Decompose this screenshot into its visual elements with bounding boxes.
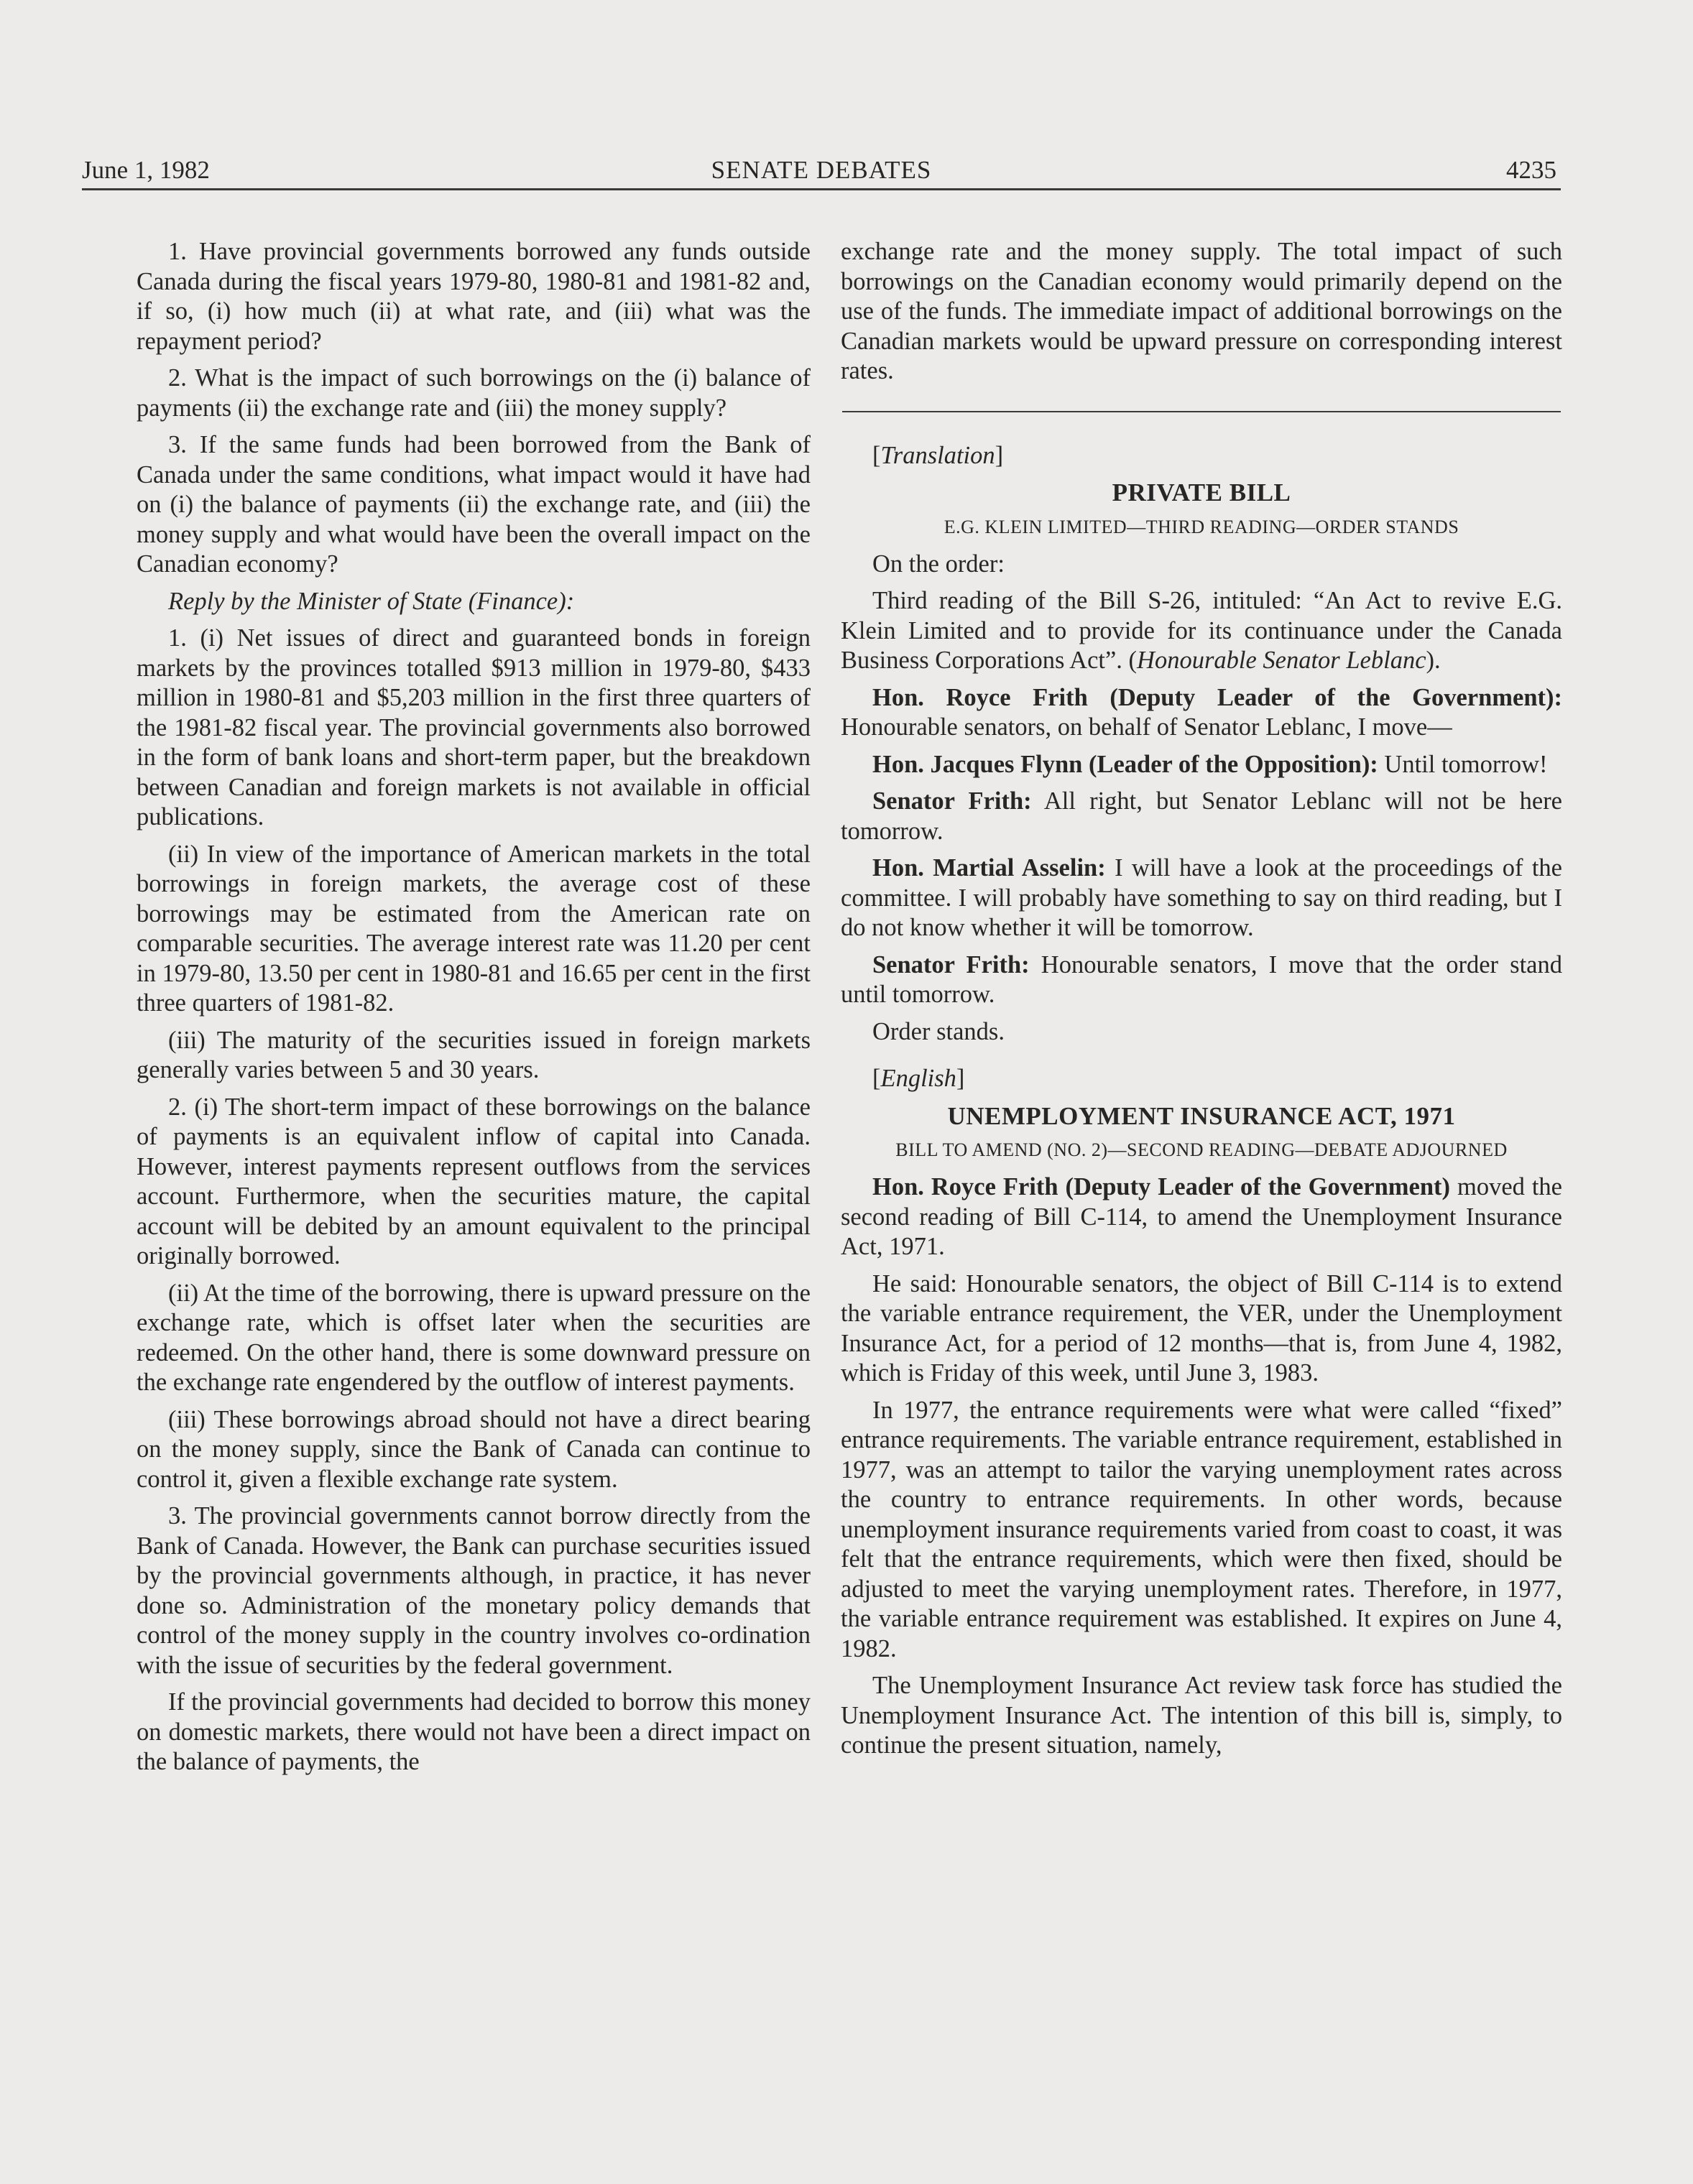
- order-stands: Order stands.: [872, 1017, 1005, 1045]
- answer-2-ii: (ii) At the time of the borrowing, there is upward pressure on the exchange rate, which is offset later when the securities are redeemed. On the other hand, there is some downward pressure on the exchange rate engendered by the outflow of interest payments.: [137, 1279, 811, 1396]
- answer-continuation: exchange rate and the money supply. The total impact of such borrowings on the Canadian economy would primarily depend on the use of the funds. The immediate impact of additional borrowings on the Canadian markets would be upward pressure on corresponding interest rates.: [841, 238, 1562, 384]
- speaker-name: Hon. Royce Frith (Deputy Leader of the Government):: [872, 683, 1562, 711]
- right-column: [841, 237, 1562, 1768]
- answer-3: 3. The provincial governments cannot borrow directly from the Bank of Canada. However, the Bank can purchase securities issued by the provincial governments although, in practice, it has never done so. Administration of the monetary policy demands that control of the money supply in the country involves co-ordination with the issue of securities by the federal government.: [137, 1502, 811, 1679]
- header-title: SENATE DEBATES: [711, 156, 932, 184]
- header-date: June 1, 1982: [82, 156, 210, 184]
- page-header: [82, 152, 1561, 190]
- speech-frith-2: Senator Frith: All right, but Senator Leblanc will not be here tomorrow.: [841, 787, 1562, 845]
- in-1977-paragraph: In 1977, the entrance requirements were what were called “fixed” entrance requirements. The variable entrance requirement, established in 1977, was an attempt to tailor the varying unemployment rates across the country to entrance requirements. In other words, because unemployment insurance requirements varied from coast to coast, it was felt that the entrance requirements, which were then fixed, should be adjusted to meet the varying unemployment rates. Therefore, in 1977, the variable entrance requirement was established. It expires on June 4, 1982.: [841, 1396, 1562, 1662]
- section-divider: [842, 411, 1561, 412]
- third-reading-paragraph: Third reading of the Bill S-26, intituled: “An Act to revive E.G. Klein Limited and to provide for its continuance under the Canada Business Corporations Act”. (Honourable Senator Leblanc).: [841, 587, 1562, 674]
- speaker-name: Hon. Jacques Flynn (Leader of the Opposition):: [872, 750, 1378, 778]
- ui-act-heading: UNEMPLOYMENT INSURANCE ACT, 1971: [947, 1101, 1456, 1130]
- question-3: 3. If the same funds had been borrowed from the Bank of Canada under the same conditions, what impact would it have had on (i) the balance of payments (ii) the exchange rate, and (iii) the money supply and what would have been the overall impact on the Canadian economy?: [137, 431, 811, 578]
- task-force-paragraph: The Unemployment Insurance Act review task force has studied the Unemployment Insurance Act. The intention of this bill is, simply, to continue the present situation, namely,: [841, 1672, 1562, 1759]
- speaker-name: Senator Frith:: [872, 950, 1030, 978]
- speech-frith-1: Hon. Royce Frith (Deputy Leader of the Government): Honourable senators, on behalf of Senator Leblanc, I move—: [841, 683, 1562, 741]
- header-page-number: 4235: [1506, 156, 1556, 184]
- on-the-order: On the order:: [872, 550, 1005, 578]
- answer-3-continued: If the provincial governments had decided to borrow this money on domestic markets, there would not have been a direct impact on the balance of payments, the: [137, 1688, 811, 1775]
- speaker-name: Senator Frith:: [872, 787, 1032, 815]
- english-tag: [English]: [872, 1065, 965, 1092]
- speech-asselin: Hon. Martial Asselin: I will have a look at the proceedings of the committee. I will probably have something to say on third reading, but I do not know whether it will be tomorrow.: [841, 854, 1562, 941]
- speech-flynn: Hon. Jacques Flynn (Leader of the Opposition): Until tomorrow!: [872, 750, 1548, 778]
- speech-frith-3: Senator Frith: Honourable senators, I move that the order stand until tomorrow.: [841, 950, 1562, 1008]
- translation-tag: [Translation]: [872, 441, 1004, 469]
- answer-2-i: 2. (i) The short-term impact of these borrowings on the balance of payments is an equivalent inflow of capital into Canada. However, interest payments represent outflows from the services account. Furthermore, when the securities mature, the capital account will be debited by an amount equivalent to the principal originally borrowed.: [137, 1093, 811, 1269]
- private-bill-heading: PRIVATE BILL: [1112, 478, 1291, 506]
- speaker-name: Hon. Martial Asselin:: [872, 854, 1106, 882]
- question-2: 2. What is the impact of such borrowings on the (i) balance of payments (ii) the exchange rate and (iii) the money supply?: [137, 364, 811, 422]
- question-1: 1. Have provincial governments borrowed any funds outside Canada during the fiscal years 1979-80, 1980-81 and 1981-82 and, if so, (i) how much (ii) at what rate, and (iii) what was the repayment period?: [137, 238, 811, 355]
- he-said-paragraph: He said: Honourable senators, the object of Bill C-114 is to extend the variable entrance requirement, the VER, under the Unemployment Insurance Act, for a period of 12 months—that is, from June 4, 1982, which is Friday of this week, until June 3, 1983.: [841, 1269, 1562, 1387]
- answer-2-iii: (iii) These borrowings abroad should not have a direct bearing on the money supply, since the Bank of Canada can continue to control it, given a flexible exchange rate system.: [137, 1405, 811, 1493]
- private-bill-subheading: E.G. KLEIN LIMITED—THIRD READING—ORDER STANDS: [944, 516, 1459, 537]
- left-column: [137, 237, 811, 1785]
- reply-heading: Reply by the Minister of State (Finance):: [168, 587, 575, 615]
- ui-act-subheading: BILL TO AMEND (NO. 2)—SECOND READING—DEBATE ADJOURNED: [895, 1139, 1508, 1160]
- answer-1-ii: (ii) In view of the importance of American markets in the total borrowings in foreign markets, the average cost of these borrowings may be estimated from the American rate on comparable securities. The average interest rate was 11.20 per cent in 1979-80, 13.50 per cent in 1980-81 and 16.65 per cent in the first three quarters of 1981-82.: [137, 840, 811, 1017]
- speaker-name: Hon. Royce Frith (Deputy Leader of the Government): [872, 1173, 1451, 1200]
- answer-1-iii: (iii) The maturity of the securities issued in foreign markets generally varies between 5 and 30 years.: [137, 1026, 811, 1083]
- answer-1-i: 1. (i) Net issues of direct and guaranteed bonds in foreign markets by the provinces totalled $913 million in 1979-80, $433 million in 1980-81 and $5,203 million in the first three quarters of the 1981-82 fiscal year. The provincial governments also borrowed in the form of bank loans and short-term paper, but the breakdown between Canadian and foreign markets is not available in official publications.: [137, 624, 811, 830]
- speech-frith-4: Hon. Royce Frith (Deputy Leader of the Government) moved the second reading of Bill C-114, to amend the Unemployment Insurance Act, 1971.: [841, 1173, 1562, 1260]
